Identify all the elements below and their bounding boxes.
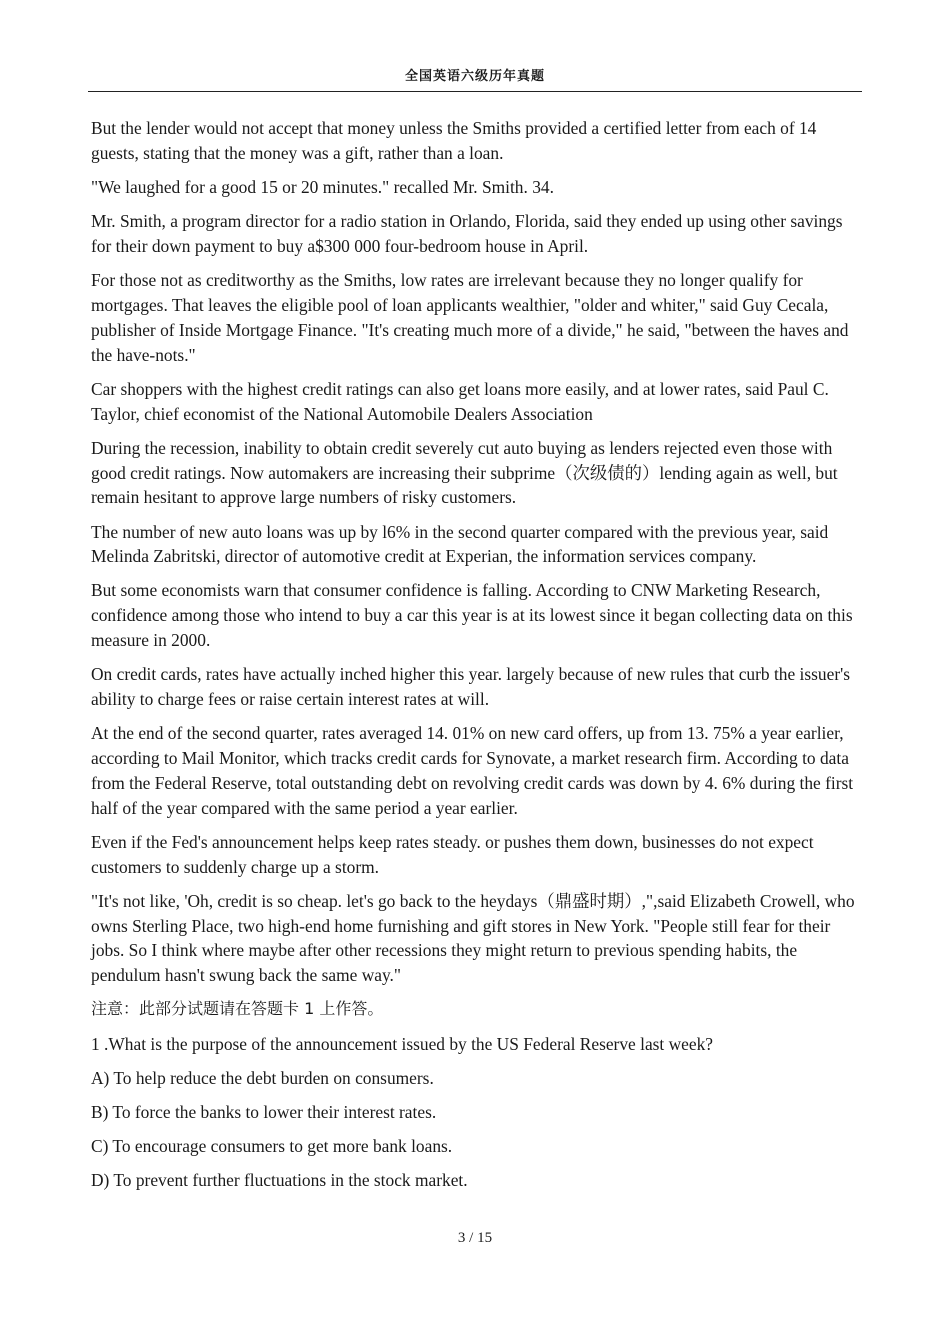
paragraph: But the lender would not accept that money unless the Smiths provided a certified letter from each of 14 guests, stating that the money was a gift, rather than a loan. <box>91 118 817 163</box>
paragraph: Car shoppers with the highest credit ratings can also get loans more easily, and at lower rates, said Paul C. Taylor, chief economist of the National Automobile Dealers Association <box>91 378 829 424</box>
document-body <box>91 116 863 1203</box>
paragraph: Even if the Fed's announcement helps keep rates steady. or pushes them down, businesses do not expect customers to suddenly charge up a storm. <box>91 831 814 877</box>
question-option-c: C) To encourage consumers to get more bank loans. <box>91 1136 453 1157</box>
question-option-d: D) To prevent further fluctuations in the stock market. <box>91 1170 468 1191</box>
paragraph: At the end of the second quarter, rates averaged 14. 01% on new card offers, up from 13. 75% a year earlier, according to Mail Monitor, which tracks credit cards for Synovate, a market research firm. According to data from the Federal Reserve, total outstanding debt on revolving credit cards was down by 4. 6% during the first half of the year compared with the same period a year earlier. <box>91 723 854 818</box>
paragraph: "It's not like, 'Oh, credit is so cheap. let's go back to the heydays（鼎盛时期）,",said Elizabeth Crowell, who owns Sterling Place, two high-end home furnishing and gift stores in New York. "People still fear for their jobs. So I think where maybe after other recessions they might return to previous spending habits, the pendulum hasn't swung back the same way." <box>91 890 855 986</box>
answer-sheet-notice: 注意：此部分试题请在答题卡 1 上作答。 <box>91 999 384 1019</box>
paragraph: For those not as creditworthy as the Smiths, low rates are irrelevant because they no longer qualify for mortgages. That leaves the eligible pool of loan applicants wealthier, "older and whiter," said Guy Cecala, publisher of Inside Mortgage Finance. "It's creating much more of a divide," he said, "between the haves and the have-nots." <box>91 270 849 365</box>
paragraph: Mr. Smith, a program director for a radio station in Orlando, Florida, said they ended up using other savings for their down payment to buy a$300 000 four-bedroom house in April. <box>91 211 843 256</box>
paragraph: The number of new auto loans was up by l6% in the second quarter compared with the previous year, said Melinda Zabritski, director of automotive credit at Experian, the information services company. <box>91 521 829 567</box>
question-option-b: B) To force the banks to lower their interest rates. <box>91 1101 437 1122</box>
paragraph: "We laughed for a good 15 or 20 minutes." recalled Mr. Smith. 34. <box>91 176 554 197</box>
page-number: 3 / 15 <box>457 1230 493 1246</box>
paragraph: On credit cards, rates have actually inched higher this year. largely because of new rules that curb the issuer's ability to charge fees or raise certain interest rates at will. <box>91 664 851 710</box>
question-option-a: A) To help reduce the debt burden on consumers. <box>91 1067 434 1088</box>
question-stem: 1 .What is the purpose of the announcement issued by the US Federal Reserve last week? <box>91 1033 714 1054</box>
page-header-title: 全国英语六级历年真题 <box>404 69 545 84</box>
header-divider <box>88 91 862 92</box>
paragraph: During the recession, inability to obtain credit severely cut auto buying as lenders rejected even those with good credit ratings. Now automakers are increasing their subprime（次级债的）lending again as well, but remain hesitant to approve large numbers of risky customers. <box>91 437 838 508</box>
paragraph: But some economists warn that consumer confidence is falling. According to CNW Marketing Research, confidence among those who intend to buy a car this year is at its lowest since it began collecting data on this measure in 2000. <box>91 580 853 651</box>
